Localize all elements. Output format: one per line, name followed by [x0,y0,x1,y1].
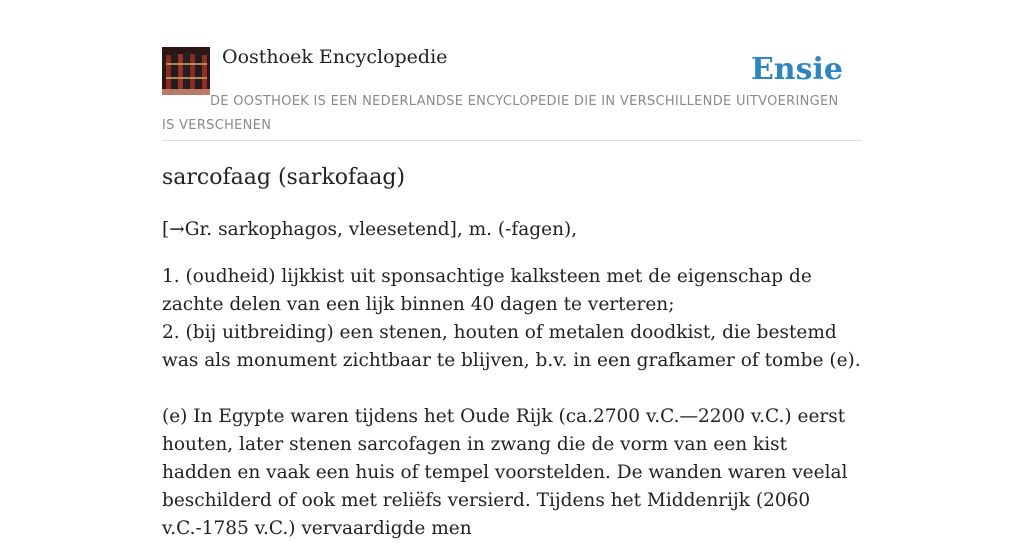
definition-2: 2. (bij uitbreiding) een stenen, houten of metalen doodkist, die bestemd was als monument zichtbaar te blijven, b.v. in een grafkamer of tombe (e). [162,322,861,371]
definition-1: 1. (oudheid) lijkkist uit sponsachtige kalksteen met de eigenschap de zachte delen van een lijk binnen 40 dagen te verteren; [162,266,812,315]
source-tagline: DE OOSTHOEK IS EEN NEDERLANDSE ENCYCLOPEDIE DIE IN VERSCHILLENDE UITVOERINGEN IS VERSCHENEN [162,94,839,133]
source-header [162,0,862,141]
brand-logo[interactable]: Ensie [750,52,843,87]
paragraph-spacer [162,375,862,403]
page-container [162,0,862,539]
entry-title: sarcofaag (sarkofaag) [162,165,406,190]
entry-etymology: [→Gr. sarkophagos, vleesetend], m. (-fagen), [162,219,578,240]
entry-definitions [162,263,862,543]
encyclopedia-books-icon[interactable] [162,47,210,95]
paragraph-e: (e) In Egypte waren tijdens het Oude Rijk (ca.2700 v.C.—2200 v.C.) eerst houten, later stenen sarcofagen in zwang die de vorm van een kist hadden en vaak een huis of tempel voorstelden. De wanden waren veelal beschilderd of ook met reliëfs versierd. Tijdens het Middenrijk (2060 v.C.-1785 v.C.) vervaardigde men [162,406,848,539]
source-title[interactable]: Oosthoek Encyclopedie [222,46,448,68]
